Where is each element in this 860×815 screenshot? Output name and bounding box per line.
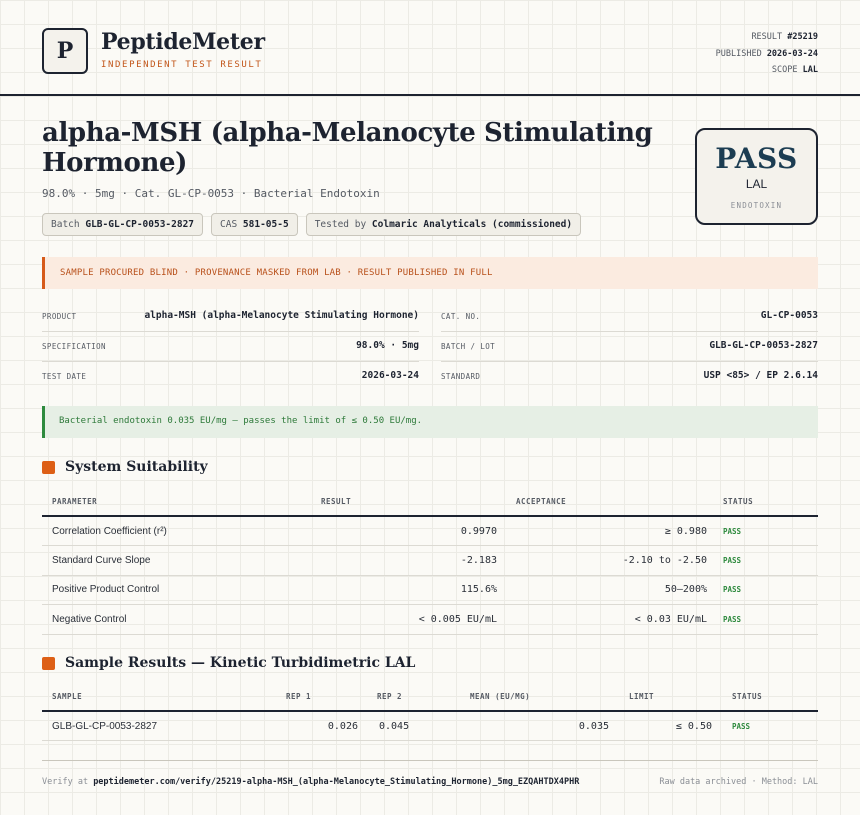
table-row <box>42 711 818 741</box>
scope-value: LAL <box>802 65 818 75</box>
section-title: Sample Results — Kinetic Turbidimetric LAL <box>65 655 416 671</box>
suitability-table <box>42 488 818 635</box>
mean-cell: 0.035 <box>449 711 609 741</box>
verify-label: Verify at <box>42 777 89 787</box>
detail-column-left <box>42 302 419 392</box>
column-header: STATUS <box>712 683 818 711</box>
detail-key: CAT. NO. <box>441 312 481 321</box>
result-meta <box>716 29 818 79</box>
logo-letter: P <box>56 38 74 64</box>
section-marker <box>42 461 55 474</box>
rep1-cell: 0.026 <box>277 711 358 741</box>
chip-row <box>42 213 581 236</box>
detail-value: 98.0% · 5mg <box>356 340 419 351</box>
column-header: STATUS <box>707 488 818 516</box>
detail-row <box>441 362 818 392</box>
report-header <box>0 0 860 96</box>
detail-key: STANDARD <box>441 372 481 381</box>
detail-key: PRODUCT <box>42 312 77 321</box>
acceptance-cell: 50–200% <box>497 575 707 605</box>
result-cell: -2.183 <box>252 546 497 576</box>
verify-link[interactable]: peptidemeter.com/verify/25219-alpha-MSH_(alpha-Melanocyte_Stimulating_Hormone)_5mg_EZQAHTDX4PHR <box>93 777 580 787</box>
product-title: alpha-MSH (alpha-Melanocyte Stimulating Hormone) <box>42 118 653 178</box>
rep2-cell: 0.045 <box>358 711 449 741</box>
column-header: RESULT <box>252 488 497 516</box>
detail-key: BATCH / LOT <box>441 342 496 351</box>
brand-subtitle: INDEPENDENT TEST RESULT <box>101 60 263 70</box>
detail-value: GLB-GL-CP-0053-2827 <box>709 340 818 351</box>
report-footer <box>42 760 818 804</box>
sample-cell: GLB-GL-CP-0053-2827 <box>42 711 277 741</box>
scope-label: SCOPE <box>771 65 798 75</box>
result-cell: 115.6% <box>252 575 497 605</box>
status-badge: PASS <box>712 711 818 741</box>
chip-label: Batch <box>51 219 80 230</box>
acceptance-cell: ≥ 0.980 <box>497 516 707 546</box>
column-header: ACCEPTANCE <box>497 488 707 516</box>
verdict-text: PASS <box>715 142 798 175</box>
result-label: RESULT <box>751 32 783 42</box>
archive-note: Raw data archived · Method: LAL <box>659 777 818 787</box>
table-header-row <box>42 488 818 516</box>
column-header: LIMIT <box>609 683 712 711</box>
logo <box>42 28 88 74</box>
cas-chip <box>211 213 298 236</box>
detail-row <box>441 302 818 332</box>
result-cell: 0.9970 <box>252 516 497 546</box>
section-title: System Suitability <box>65 459 208 475</box>
table-row <box>42 516 818 546</box>
detail-key: SPECIFICATION <box>42 342 106 351</box>
acceptance-cell: -2.10 to -2.50 <box>497 546 707 576</box>
verdict-method: LAL <box>745 177 768 191</box>
status-badge: PASS <box>707 575 818 605</box>
blind-notice: SAMPLE PROCURED BLIND · PROVENANCE MASKED FROM LAB · RESULT PUBLISHED IN FULL <box>42 257 818 289</box>
status-badge: PASS <box>707 605 818 635</box>
batch-chip <box>42 213 203 236</box>
product-subline: 98.0% · 5mg · Cat. GL-CP-0053 · Bacterial Endotoxin <box>42 187 380 200</box>
column-header: SAMPLE <box>42 683 277 711</box>
detail-value: USP <85> / EP 2.6.14 <box>703 370 818 381</box>
tested-by-chip <box>306 213 581 236</box>
detail-value: 2026-03-24 <box>361 370 419 381</box>
column-header: REP 2 <box>358 683 449 711</box>
chip-value: Colmaric Analyticals (commissioned) <box>371 219 573 230</box>
verdict-category: ENDOTOXIN <box>730 201 783 210</box>
table-row <box>42 546 818 576</box>
table-row <box>42 605 818 635</box>
samples-table <box>42 683 818 741</box>
brand-name: PeptideMeter <box>101 29 265 55</box>
chip-label: Tested by <box>314 219 367 230</box>
table-row <box>42 575 818 605</box>
published-label: PUBLISHED <box>715 48 762 59</box>
detail-key: TEST DATE <box>42 372 87 381</box>
column-header: MEAN (EU/MG) <box>449 683 609 711</box>
limit-cell: ≤ 0.50 <box>609 711 712 741</box>
acceptance-cell: < 0.03 EU/mL <box>497 605 707 635</box>
status-badge: PASS <box>707 516 818 546</box>
status-badge: PASS <box>707 546 818 576</box>
detail-row <box>42 332 419 362</box>
samples-heading <box>42 655 415 671</box>
result-cell: < 0.005 EU/mL <box>252 605 497 635</box>
suitability-heading <box>42 459 208 475</box>
parameter-cell: Correlation Coefficient (r²) <box>42 516 252 546</box>
parameter-cell: Positive Product Control <box>42 575 252 605</box>
verdict-stamp <box>695 128 818 225</box>
column-header: PARAMETER <box>42 488 252 516</box>
verify-line <box>42 777 579 787</box>
parameter-cell: Standard Curve Slope <box>42 546 252 576</box>
detail-row <box>42 302 419 332</box>
chip-value: 581-05-5 <box>242 219 289 230</box>
chip-label: CAS <box>220 219 238 230</box>
parameter-cell: Negative Control <box>42 605 252 635</box>
result-number: #25219 <box>787 32 818 42</box>
detail-value: alpha-MSH (alpha-Melanocyte Stimulating Hormone) <box>144 310 419 321</box>
result-summary: Bacterial endotoxin 0.035 EU/mg — passes the limit of ≤ 0.50 EU/mg. <box>42 406 818 438</box>
column-header: REP 1 <box>277 683 358 711</box>
detail-row <box>42 362 419 392</box>
section-marker <box>42 657 55 670</box>
detail-row <box>441 332 818 362</box>
published-date: 2026-03-24 <box>766 48 818 59</box>
detail-value: GL-CP-0053 <box>760 310 818 321</box>
chip-value: GLB-GL-CP-0053-2827 <box>85 219 195 230</box>
detail-column-right <box>441 302 818 392</box>
table-header-row <box>42 683 818 711</box>
